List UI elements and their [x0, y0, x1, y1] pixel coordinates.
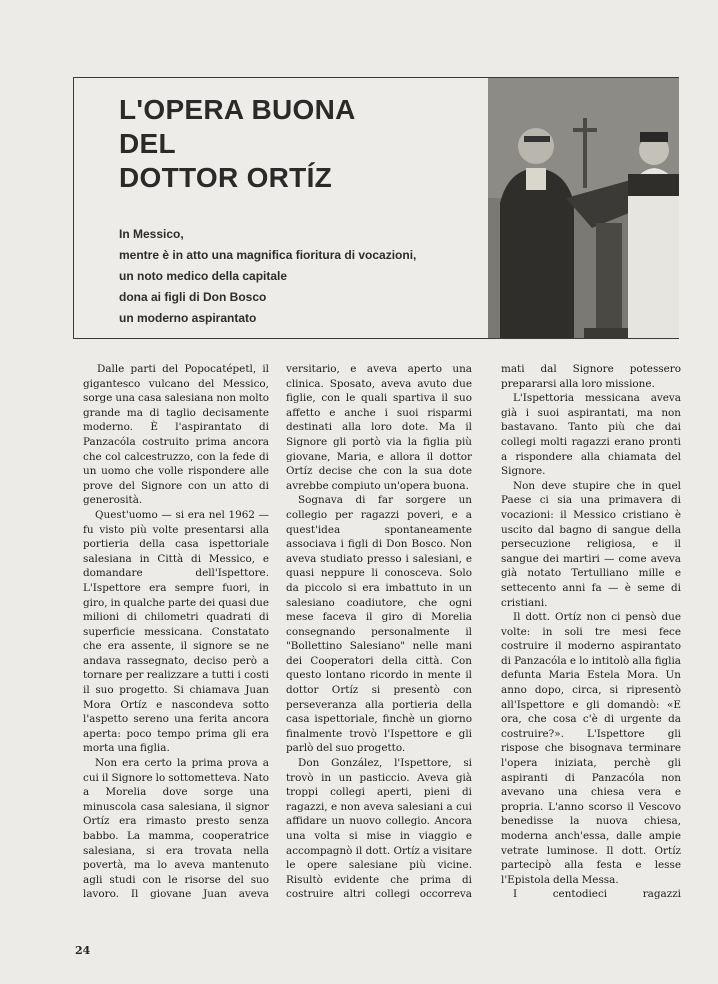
paragraph: Non era certo la prima prova a cui il Signore lo sottometteva. Nato a Morelia dove sorge una minuscola casa salesiana, il signor Ortíz era rimasto presto senza babbo. La mamma, cooperatrice salesiana, si era trovata nella povertà, ma lo aveva mantenuto agli studi con le risorse del suo lavoro. Il giovane Juan aveva: [83, 757, 269, 901]
paragraph: Non deve stupire che in quel Paese ci sia una primavera di vocazioni: il Messico cristiano è uscito dal bagno di sangue della persecuzione religiosa, e il sangue dei martiri — come aveva già notato Tertulliano mille e settecento anni fa — è seme di cristiani.: [501, 479, 681, 609]
lede-line: dona ai figli di Don Bosco: [119, 290, 267, 304]
lede-line: mentre è in atto una magnifica fioritura di vocazioni,: [119, 248, 417, 262]
header-text-block: [74, 78, 488, 338]
lede-line: In Messico,: [119, 227, 184, 241]
paragraph: Quest'uomo — si era nel 1962 — fu visto più volte presentarsi alla portieria della casa ispettoriale salesiana in Città di Messico, e domandare dell'Ispettore. L'Ispettore era sempre fuori, in giro, in qualche parte dei quasi due milioni di chilometri quadrati di superficie messicana. Constatato che era assente, il signore se ne andava rassegnato, deciso però a tornare per realizzare a tutti i costi il suo progetto. Si chiamava Juan Mora Ortíz e nascondeva sotto l'aspetto sereno una ferita ancora aperta: poco tempo prima gli era morta una figlia.: [83, 508, 269, 755]
article-body: [83, 362, 679, 902]
text-column-2: [286, 362, 472, 902]
photo-priest-at-lectern-icon: [488, 78, 679, 338]
paragraph: mati dal Signore potessero prepararsi alla loro missione.: [501, 363, 681, 390]
article-header: [73, 77, 679, 339]
text-column-3: [501, 362, 681, 902]
title-line: L'OPERA BUONA: [119, 94, 356, 125]
paragraph: versitario, e aveva aperto una clinica. Sposato, aveva avuto due figlie, con le quali spartiva il suo affetto e anche i suoi risparmi destinati alla loro dote. Ma il Signore gli portò via la figlia più giovane, Maria, e allora il dottor Ortíz decise che con la sua dote avrebbe compiuto un'opera buona.: [286, 363, 472, 492]
lede-line: un moderno aspirantato: [119, 311, 257, 325]
lede-line: un noto medico della capitale: [119, 269, 288, 283]
title-line: DOTTOR ORTÍZ: [119, 162, 333, 193]
article-photo: [488, 78, 679, 338]
paragraph: L'Ispettoria messicana aveva già i suoi aspirantati, ma non bastavano. Tanto più che dai collegi molti ragazzi erano pronti a rispondere alla chiamata del Signore.: [501, 392, 681, 478]
paragraph: Sognava di far sorgere un collegio per ragazzi poveri, e a quest'idea spontaneamente associava i figli di Don Bosco. Non aveva studiato presso i salesiani, e quasi neppure li conosceva. Solo da piccolo si era imbattuto in un salesiano coadiutore, che ogni mese faceva il giro di Morelia consegnando personalmente il "Bollettino Salesiano" nelle mani dei Cooperatori della città. Con questo lontano ricordo in mente il dottor Ortíz si presentò con perseveranza alla portieria della casa ispettoriale, finchè un giorno finalmente trovò l'Ispettore e gli parlò del suo progetto.: [286, 494, 472, 755]
paragraph: Dalle parti del Popocatépetl, il gigantesco vulcano del Messico, sorge una casa salesiana non molto grande ma di taglio decisamente moderno. È l'aspirantato di Panzacóla costruito prima ancora che col calcestruzzo, con la fede di un uomo che volle rispondere alle prove del Signore con un atto di generosità.: [83, 363, 269, 507]
article-title: [119, 93, 356, 195]
paragraph: Don González, l'Ispettore, si trovò in un pasticcio. Aveva già troppi collegi aperti, pieni di ragazzi, e non aveva salesiani a cui affidare un nuovo collegio. Ancora una volta si mise in viaggio e accompagnò il dott. Ortíz a visitare le opere salesiane più vicine. Risultò evidente che prima di costruire altri collegi occorreva: [286, 757, 472, 901]
page-number: 24: [75, 944, 91, 957]
title-line: DEL: [119, 128, 176, 159]
paragraph: I centodieci ragazzi: [513, 888, 681, 901]
text-column-1: [83, 362, 269, 902]
article-lede: [119, 224, 416, 329]
paragraph: Il dott. Ortíz non ci pensò due volte: in soli tre mesi fece costruire il moderno aspirantato di Panzacóla e lo intitolò alla figlia defunta Maria Estela Mora. Un anno dopo, circa, si ripresentò all'Ispettore e gli domandò: «E ora, che cosa c'è di urgente da costruire?». L'Ispettore gli rispose che bisognava terminare l'opera iniziata, perchè gli aspiranti di Panzacóla non avevano una chiesa vera e propria. L'anno scorso il Vescovo benedisse la nuova chiesa, moderna anch'essa, dalle ampie vetrate luminose. Il dott. Ortíz partecipò alla festa e lesse l'Epistola della Messa.: [501, 611, 681, 886]
